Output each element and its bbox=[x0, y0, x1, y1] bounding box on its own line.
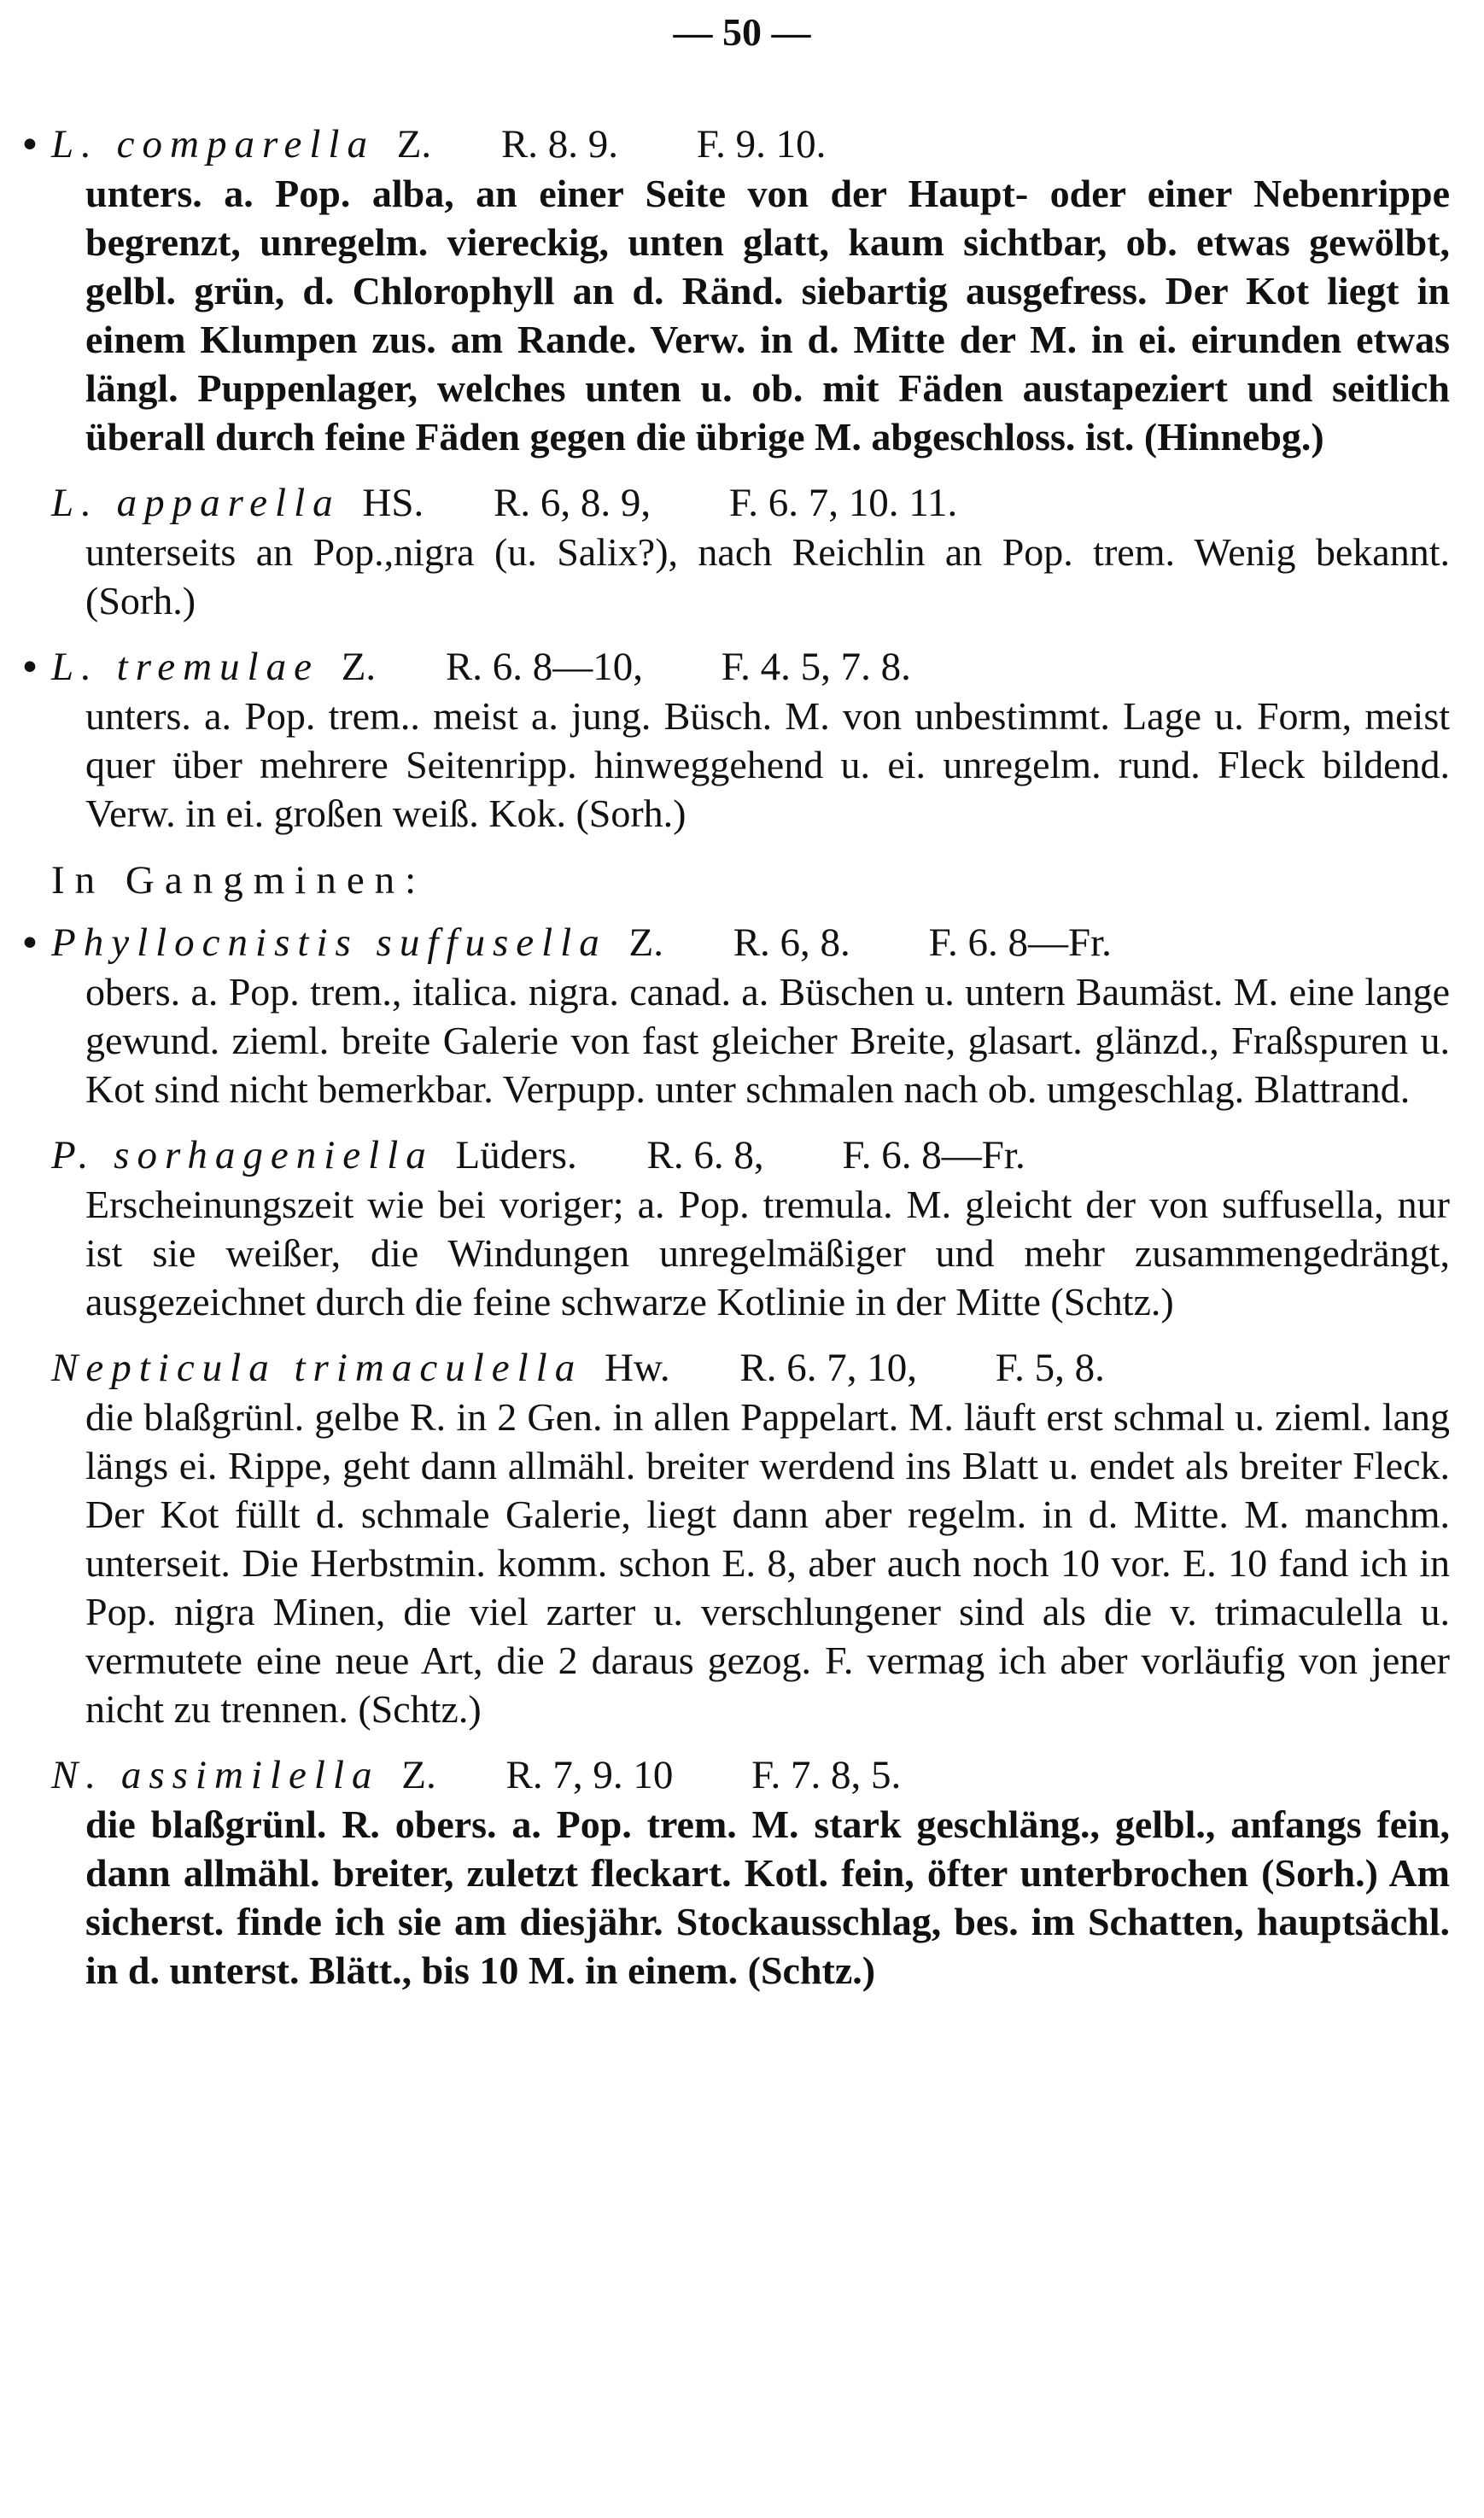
larva-months: R. 6. 7, 10, bbox=[739, 1346, 917, 1390]
entry-assimilella bbox=[43, 1750, 1450, 1995]
species-name: L. apparella bbox=[51, 481, 341, 525]
moth-months: F. 6. 7, 10. 11. bbox=[728, 481, 958, 525]
species-author: Hw. bbox=[605, 1346, 670, 1390]
species-author: Lüders. bbox=[455, 1133, 577, 1177]
species-name: L. tremulae bbox=[51, 645, 319, 689]
bullet-icon: • bbox=[22, 920, 38, 965]
entry-heading bbox=[22, 120, 1450, 169]
species-name: L. comparella bbox=[51, 122, 375, 167]
species-author: Z. bbox=[628, 920, 663, 965]
entries-list bbox=[22, 120, 1450, 2012]
moth-months: F. 7. 8, 5. bbox=[751, 1753, 902, 1797]
entry-sorhageniella bbox=[43, 1130, 1450, 1326]
entry-description: die blaßgrünl. R. obers. a. Pop. trem. M. stark geschläng., gelbl., anfangs fein, dann allmähl. breiter, zuletzt fleckart. Kotl. fein, öfter unterbrochen (Sorh.) Am sicherst. finde ich sie am diesjähr. Stockausschlag, bes. im Schatten, hauptsächl. in d. unterst. Blätt., bis 10 M. in einem. (Schtz.) bbox=[85, 1802, 1450, 1992]
entry-trimaculella bbox=[43, 1343, 1450, 1733]
entry-comparella bbox=[22, 120, 1450, 461]
larva-months: R. 6. 8, bbox=[646, 1133, 764, 1177]
entry-description: unterseits an Pop.,nigra (u. Salix?), nach Reichlin an Pop. trem. Wenig bekannt. (Sorh.) bbox=[85, 530, 1450, 622]
larva-months: R. 7, 9. 10 bbox=[505, 1753, 674, 1797]
entry-heading bbox=[43, 1750, 1450, 1800]
entry-apparella bbox=[43, 478, 1450, 625]
entry-suffusella bbox=[22, 918, 1450, 1113]
moth-months: F. 6. 8—Fr. bbox=[928, 920, 1112, 965]
species-author: Z. bbox=[341, 645, 377, 689]
page-number: — 50 — bbox=[673, 10, 811, 54]
entry-tremulae bbox=[22, 642, 1450, 838]
entry-description: Erscheinungszeit wie bei voriger; a. Pop. tremula. M. gleicht der von suffusella, nur ist sie weißer, die Windungen unregelmäßiger und mehr zusammengedrängt, ausgezeichnet durch die feine schwarze Kotlinie in der Mitte (Schtz.) bbox=[85, 1183, 1450, 1323]
entry-heading bbox=[22, 642, 1450, 692]
species-name: Phyllocnistis suffusella bbox=[51, 920, 607, 965]
species-name: Nepticula trimaculella bbox=[51, 1346, 583, 1390]
moth-months: F. 9. 10. bbox=[696, 122, 827, 167]
moth-months: F. 4. 5, 7. 8. bbox=[721, 645, 911, 689]
species-author: Z. bbox=[401, 1753, 436, 1797]
species-name: P. sorhageniella bbox=[51, 1133, 434, 1177]
entry-description: unters. a. Pop. trem.. meist a. jung. Büsch. M. von unbestimmt. Lage u. Form, meist quer über mehrere Seitenripp. hinweggehend u. ei. unregelm. rund. Fleck bildend. Verw. in ei. großen weiß. Kok. (Sorh.) bbox=[85, 694, 1450, 835]
section-title: In Gangminen: bbox=[51, 858, 427, 903]
larva-months: R. 6, 8. 9, bbox=[494, 481, 651, 525]
species-author: Z. bbox=[396, 122, 432, 167]
larva-months: R. 6. 8—10, bbox=[445, 645, 644, 689]
entry-description: die blaßgrünl. gelbe R. in 2 Gen. in allen Pappelart. M. läuft erst schmal u. zieml. lang längs ei. Rippe, geht dann allmähl. breiter werdend ins Blatt u. endet als breiter Fleck. Der Kot füllt d. schmale Galerie, liegt dann aber regelm. in d. Mitte. M. manchm. unterseit. Die Herbstmin. komm. schon E. 8, aber auch noch 10 vor. E. 10 fand ich in Pop. nigra Minen, die viel zarter u. verschlungener sind als die v. trimaculella u. vermutete eine neue Art, die 2 daraus gezog. F. vermag ich aber vorläufig von jener nicht zu trennen. (Schtz.) bbox=[85, 1395, 1450, 1731]
bullet-icon: • bbox=[22, 645, 38, 689]
moth-months: F. 5, 8. bbox=[995, 1346, 1105, 1390]
entry-description: unters. a. Pop. alba, an einer Seite von der Haupt- oder einer Nebenrippe begrenzt, unregelm. viereckig, unten glatt, kaum sichtbar, ob. etwas gewölbt, gelbl. grün, d. Chlorophyll an d. Ränd. siebartig ausgefress. Der Kot liegt in einem Klumpen zus. am Rande. Verw. in d. Mitte der M. in ei. eirunden etwas längl. Puppenlager, welches unten u. ob. mit Fäden austapeziert und seitlich überall durch feine Fäden gegen die übrige M. abgeschloss. ist. (Hinnebg.) bbox=[85, 172, 1450, 459]
entry-heading bbox=[43, 1343, 1450, 1393]
moth-months: F. 6. 8—Fr. bbox=[842, 1133, 1025, 1177]
larva-months: R. 6, 8. bbox=[733, 920, 850, 965]
entry-heading bbox=[43, 1130, 1450, 1180]
bullet-icon: • bbox=[22, 122, 38, 167]
species-author: HS. bbox=[362, 481, 424, 525]
species-name: N. assimilella bbox=[51, 1753, 380, 1797]
entry-heading bbox=[43, 478, 1450, 528]
larva-months: R. 8. 9. bbox=[500, 122, 619, 167]
entry-heading bbox=[22, 918, 1450, 967]
entry-description: obers. a. Pop. trem., italica. nigra. canad. a. Büschen u. untern Baumäst. M. eine lange gewund. zieml. breite Galerie von fast gleicher Breite, glasart. glänzd., Fraßspuren u. Kot sind nicht bemerkbar. Verpupp. unter schmalen nach ob. umgeschlag. Blattrand. bbox=[85, 970, 1450, 1111]
